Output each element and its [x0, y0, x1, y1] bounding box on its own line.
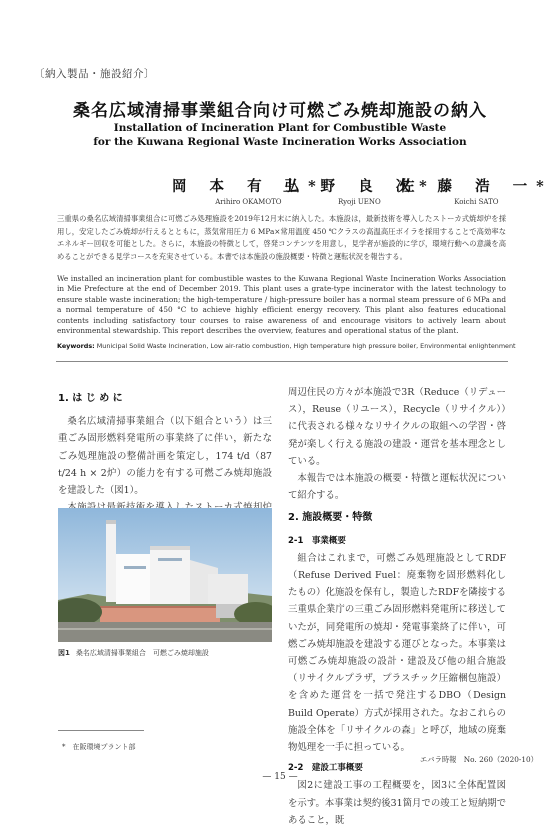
author-name-en: Koichi SATO	[454, 198, 499, 206]
figure-caption	[58, 648, 272, 658]
heading-introduction: 1. は じ め に	[58, 393, 123, 404]
subheading-project-overview: 2-1 事業概要	[288, 535, 346, 546]
page-number: — 15 —	[262, 772, 298, 782]
author-name-en: Arihiro OKAMOTO	[215, 198, 282, 206]
author-name-ja: 上 野 良 次*	[283, 178, 436, 195]
title-english-line2: for the Kuwana Regional Waste Incineration Works Association	[93, 136, 467, 148]
author-name-ja: 佐 藤 浩 一*	[400, 178, 553, 195]
subheading-construction: 2-2 建設工事概要	[288, 763, 363, 774]
footnote-divider	[58, 730, 144, 731]
title-japanese: 桑名広域清掃事業組合向け可燃ごみ焼却施設の納入	[73, 101, 487, 121]
abstract-english: We installed an incineration plant for combustible wastes to the Kuwana Regional Waste Incineration Works Association in Mie Prefecture at the end of December 2019. This plant uses a grate-type incinerator with the latest technology to ensure stable waste incineration; the high-temperature / high-pressure boiler has a normal steam pressure of 6 MPa and a normal temperature of 450 °C to achieve highly efficient energy recovery. This plant also features educational contents including satisfactory tour courses to raise awareness of and encourage visitors to actively learn about environmental stewardship. This report describes the overview, features and operational status of the plant.	[57, 274, 506, 336]
author	[400, 175, 553, 206]
paragraph: 桑名広域清掃事業組合（以下組合という）は三重ごみ固形燃料発電所の事業終了に伴い，新たなごみ処理施設の整備計画を策定し，174 t/d（87 t/24 h × 2炉）の能力を有する可燃ごみ焼却施設を建設した（図1）。	[58, 416, 272, 497]
keywords-text: Municipal Solid Waste Incineration, Low air-ratio combustion, High temperature high pressure boiler, Environmental enlightenment	[96, 342, 516, 350]
title-english	[0, 121, 560, 149]
keywords-label: Keywords:	[57, 342, 95, 350]
abstract-japanese: 三重県の桑名広域清掃事業組合に可燃ごみ処理施設を2019年12月末に納入した。本施設は，最新技術を導入したストーカ式焼却炉を採用し，安定したごみ焼却が行えるとともに，蒸気常用圧力 6 MPa×常用温度 450 ℃クラスの高温高圧ボイラを採用することで高効率なエネルギー回収を可能とした。さらに，本施設の特徴として，啓発コンテンツを用意し，見学者が施設的に学び，環境行動への意識を高めることができる見学コースを充実させている。本書では本施設の施設概要・特徴と運転状況を報告する。	[57, 214, 506, 261]
heading-overview: 2. 施設概要・特徴	[288, 512, 373, 524]
footnote: * 在阪環境プラント部	[62, 743, 136, 751]
figure-caption-text: 桑名広域清掃事業組合 可燃ごみ焼却施設	[75, 649, 209, 657]
author-name-ja: 岡 本 有 弘*	[172, 178, 325, 195]
figure-label: 図1	[58, 649, 70, 657]
category-label: 〔納入製品・施設紹介〕	[34, 68, 155, 80]
title-english-line1: Installation of Incineration Plant for Combustible Waste	[113, 122, 447, 134]
paragraph: 周辺住民の方々が本施設で3R（Reduce（リデュース），Reuse（リユース），Recycle（リサイクル））に代表される様々なリサイクルの取組への学習・啓発が楽しく行える施設の建設・運営を基本理念としている。	[288, 387, 506, 467]
keywords	[57, 342, 517, 350]
paragraph: 図2に建設工事の工程概要を，図3に全体配置図を示す。本事業は契約後31箇月での竣工と短納期であること，既	[288, 780, 506, 826]
paragraph: 組合はこれまで，可燃ごみ処理施設としてRDF（Refuse Derived Fuel：廃棄物を固形燃料化したもの）化施設を保有し，製造したRDFを隣接する三重県企業庁の三重ごみ固形燃料発電所に移送していたが，同発電所の焼却・発電事業終了に伴い，可燃ごみ焼却施設を建設する運びとなった。本事業は可燃ごみ焼却施設の設計・建設及び他の組合施設（リサイクルプラザ，プラスチック圧縮梱包施設）を含めた運営を一括で発注するDBO（Design Build Operate）方式が採用された。なおこれらの施設全体を「リサイクルの森」と呼び，地域の廃棄物処理を一手に担っている。	[288, 552, 506, 754]
author-name-en: Ryoji UENO	[337, 198, 381, 206]
author-list	[0, 175, 560, 205]
plant-photo-illustration	[58, 508, 272, 642]
paragraph: 本報告では本施設の概要・特徴と運転状況について紹介する。	[288, 473, 506, 502]
section-divider	[56, 361, 508, 362]
figure-plant-photo	[58, 508, 272, 642]
journal-info: エバラ時報 No. 260（2020-10）	[420, 755, 538, 764]
